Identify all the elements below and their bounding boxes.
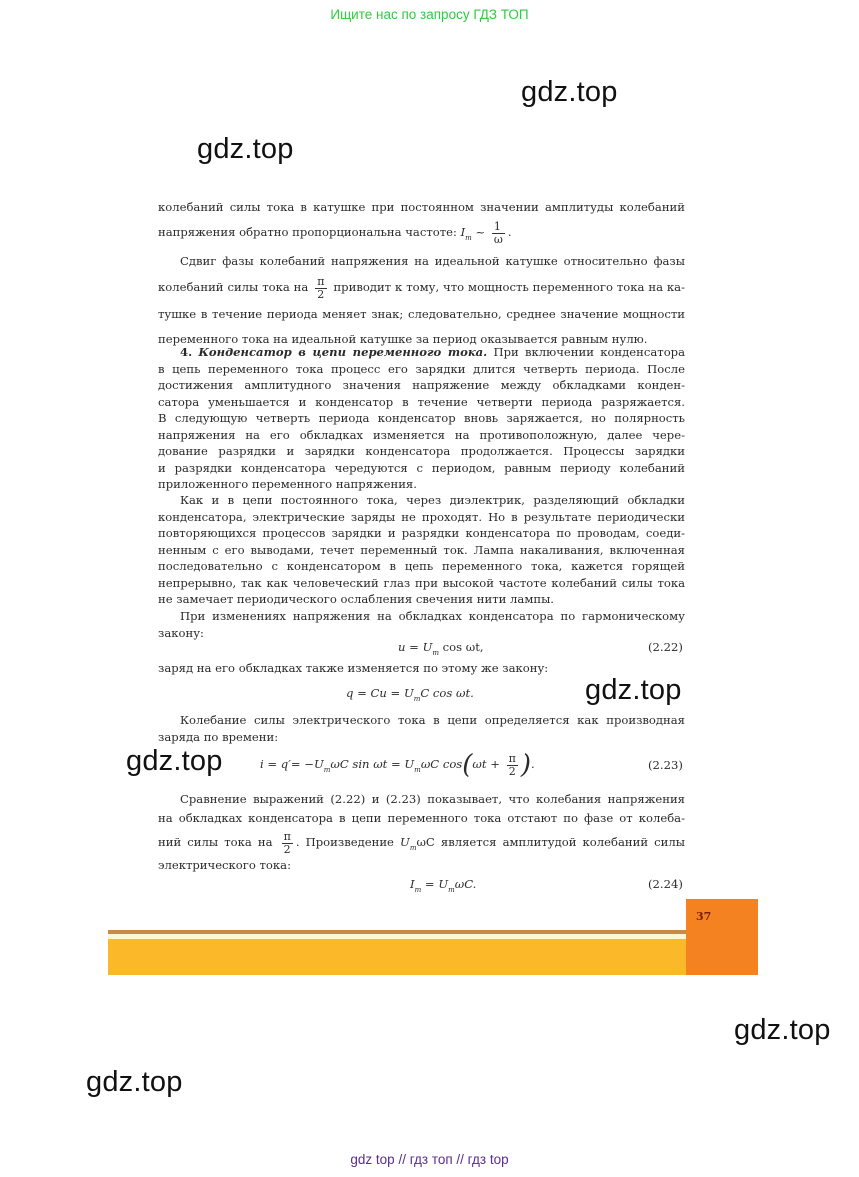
text-line: и разрядки конденсатора чередуются с периодом, равным периоду колебаний: [158, 460, 685, 475]
bottom-links[interactable]: gdz top // гдз топ // гдз top: [350, 1152, 509, 1167]
equation-2-22: [398, 640, 484, 657]
text-line: заряда по времени:: [158, 729, 279, 744]
watermark: gdz.top: [734, 1014, 831, 1046]
fraction: [315, 276, 326, 301]
equals: =: [386, 686, 404, 700]
formula-rest: ωC.: [454, 877, 477, 891]
text-line: напряжения на его обкладках изменяется на противоположную, далее чере-: [158, 427, 685, 442]
section-heading: Конденсатор в цепи переменного тока.: [198, 345, 488, 359]
text-line: конденсатора, электрические заряды не проходят. Но в результате периодически: [158, 509, 685, 524]
text-fragment: .: [507, 225, 512, 239]
formula-U: U: [403, 686, 414, 700]
fraction-denominator: ω: [493, 232, 503, 246]
text-line: Как и в цепи постоянного тока, через диэлектрик, разделяющий обкладки: [180, 493, 685, 507]
equals: =: [405, 640, 423, 654]
text-line: достижения амплитудного значения напряжение между обкладками конден-: [158, 378, 685, 392]
equals: =: [353, 686, 371, 700]
text-line: на обкладках конденсатора в цепи переменного тока отстают по фазе от колеба-: [158, 811, 685, 825]
paragraph-inductor-amplitude: [158, 198, 685, 247]
paragraph-dielectric: [158, 492, 685, 608]
subscript: m: [414, 886, 422, 894]
formula-part: ωC sin ωt = U: [330, 757, 415, 771]
text-line: не замечает периодического ослабления свечения нити лампы.: [158, 592, 554, 606]
text-line: Колебание силы электрического тока в цепи определяется как производная: [180, 713, 685, 727]
text-line: [158, 828, 685, 856]
formula-U: U: [438, 877, 449, 891]
text-fragment: . Произведение: [295, 835, 401, 849]
text-fragment: ний силы тока на: [158, 835, 273, 849]
text-line: электрического тока:: [158, 858, 291, 872]
text-line: ненным с его выводами, течет переменный ток. Лампа накаливания, включенная: [158, 542, 685, 557]
text-line: Сравнение выражений (2.22) и (2.23) показывает, что колебания напряжения: [180, 792, 685, 806]
paragraph-current-derivative: [158, 712, 685, 745]
text-line: в цепь переменного тока процесс его зарядки длится четверть периода. После: [158, 361, 685, 376]
watermark: gdz.top: [86, 1066, 183, 1098]
subscript: m: [323, 766, 331, 774]
fraction-numerator: π: [508, 751, 516, 765]
text-fragment: При включении конденсатора: [493, 345, 686, 359]
text-line: заряд на его обкладках также изменяется по этому же закону:: [158, 661, 549, 675]
fraction: [507, 753, 518, 778]
equation-2-24: [410, 877, 476, 894]
fraction: [282, 831, 293, 856]
text-line: В следующую четверть периода конденсатор вновь заряжается, но полярность: [158, 411, 685, 425]
subscript: m: [413, 695, 421, 703]
text-line: тушке в течение периода меняет знак; следовательно, среднее значение мощности: [158, 307, 685, 321]
section-capacitor: [158, 344, 685, 493]
formula-rest: cos ωt,: [442, 640, 484, 654]
text-fragment: ωC является амплитудой колебаний силы: [416, 835, 685, 849]
text-line: непрерывно, так как человеческий глаз при высокой частоте колебаний силы тока: [158, 575, 685, 590]
fraction-denominator: 2: [283, 842, 291, 856]
text-fragment: колебаний силы тока на: [158, 280, 309, 294]
watermark: gdz.top: [585, 674, 682, 706]
text-line: повторяющихся процессов зарядки и разрядки конденсатора по проводам, соеди-: [158, 526, 685, 540]
fraction-denominator: 2: [508, 764, 516, 778]
formula-U: U: [422, 640, 433, 654]
watermark: gdz.top: [197, 133, 294, 165]
formula-U: U: [400, 835, 410, 849]
formula-u: u: [398, 640, 406, 654]
fraction-numerator: π: [283, 829, 291, 843]
text-line: сатора уменьшается и конденсатор в течение четверти периода разряжается.: [158, 394, 685, 409]
equation-number: (2.23): [648, 758, 683, 772]
footer-band: [108, 939, 686, 975]
right-paren: ): [520, 750, 531, 780]
text-line: переменного тока на идеальной катушке за период оказывается равным нулю.: [158, 332, 648, 346]
subscript: m: [465, 234, 472, 242]
text-line: [158, 272, 685, 302]
formula-part: ωC cos: [420, 757, 463, 771]
text-fragment: приводит к тому, что мощность переменного тока на ка-: [333, 280, 685, 294]
fraction-denominator: 2: [317, 287, 325, 301]
fraction-numerator: 1: [492, 221, 505, 234]
formula-I: I: [410, 877, 415, 891]
section-heading-line: [158, 344, 685, 361]
page-number-box: [686, 899, 758, 975]
text-line: дование разрядки и зарядки конденсатора продолжается. Процессы зарядки: [158, 444, 685, 458]
formula-sim: ~: [471, 225, 489, 239]
text-line: При изменениях напряжения на обкладках конденсатора по гармоническому: [180, 609, 685, 623]
text-line: Сдвиг фазы колебаний напряжения на идеальной катушке относительно фазы: [180, 254, 685, 268]
watermark: gdz.top: [126, 745, 223, 777]
left-paren: (: [462, 750, 473, 780]
paragraph-harmonic: [158, 608, 685, 641]
fraction-numerator: π: [317, 274, 325, 288]
paragraph-phase-shift: [158, 250, 685, 352]
subscript: m: [409, 844, 417, 852]
page-number: 37: [696, 910, 712, 923]
equation-charge: [346, 686, 474, 703]
paragraph-comparison: [158, 791, 685, 874]
subscript: m: [414, 766, 421, 774]
subscript: m: [432, 649, 439, 657]
formula-q: q: [346, 686, 354, 700]
text-line: закону:: [158, 625, 204, 640]
text-line: последовательно с конденсатором в цепь переменного тока, кажется горящей: [158, 559, 685, 573]
search-banner[interactable]: Ищите нас по запросу ГДЗ ТОП: [330, 7, 529, 22]
fraction: [492, 221, 505, 246]
watermark: gdz.top: [521, 76, 618, 108]
formula-part: .: [531, 757, 535, 771]
equation-number: (2.24): [648, 877, 683, 891]
formula-I: I: [460, 225, 466, 239]
equation-2-23: [260, 752, 535, 778]
text-line: приложенного переменного напряжения.: [158, 477, 417, 491]
formula-part: ωt +: [472, 757, 504, 771]
text-line: [158, 217, 685, 247]
text-line: колебаний силы тока в катушке при постоянном значении амплитуды колебаний: [158, 200, 685, 214]
subscript: m: [448, 886, 455, 894]
formula-rest: C cos ωt.: [420, 686, 474, 700]
equals: =: [421, 877, 439, 891]
formula-part: i = q′= −U: [260, 757, 324, 771]
text-fragment: напряжения обратно пропорциональна частоте:: [158, 225, 461, 239]
formula-Cu: Cu: [370, 686, 387, 700]
section-number: 4.: [180, 345, 193, 359]
equation-number: (2.22): [648, 640, 683, 654]
